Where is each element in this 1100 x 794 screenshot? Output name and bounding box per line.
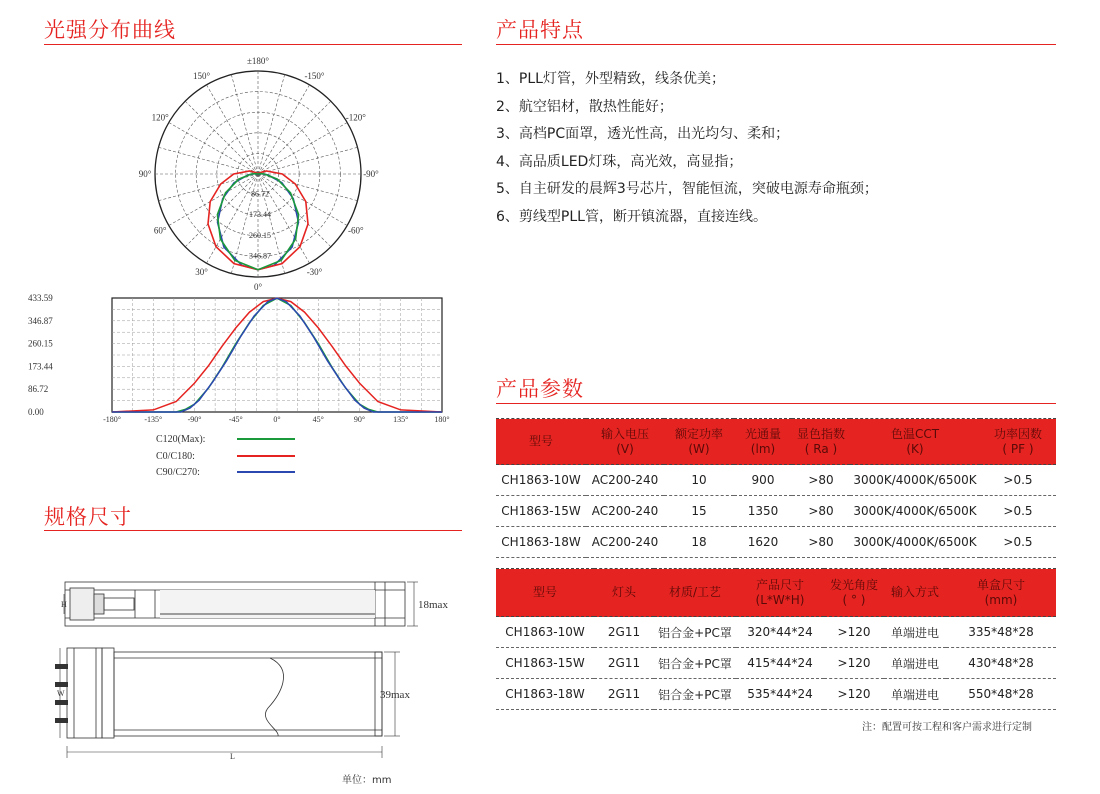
legend-label-c0: C0/C180: xyxy=(156,451,195,462)
params-table-physical xyxy=(496,568,1056,710)
polar-angle-label: ±180° xyxy=(246,56,270,66)
x-tick-label: -90° xyxy=(187,415,202,424)
params-table-electrical xyxy=(496,418,1056,558)
header-cell: 输入方式 xyxy=(884,569,946,617)
dimension-drawing xyxy=(40,560,448,765)
legend-swatch-c120 xyxy=(237,438,295,440)
polar-angle-label: 120° xyxy=(151,112,169,123)
polar-angle-label: -60° xyxy=(348,225,364,236)
linear-light-distribution-chart xyxy=(20,290,460,430)
section-divider xyxy=(496,44,1056,45)
polar-angle-label: -120° xyxy=(345,112,366,123)
header-cell: 功率因数 ( PF ) xyxy=(980,419,1056,465)
l-dimension-label: L xyxy=(230,752,235,761)
feature-item: 4、高品质LED灯珠，高光效，高显指； xyxy=(496,153,743,170)
table-row: CH1863-18W AC200-240 18 1620 >80 3000K/4000K/6500K >0.5 xyxy=(496,527,1056,558)
y-tick-label: 86.72 xyxy=(28,384,49,395)
header-cell: 型号 xyxy=(496,569,594,617)
feature-item: 2、航空铝材，散热性能好； xyxy=(496,98,673,115)
base-outline xyxy=(67,648,102,738)
bottom-dimension-label: 39max xyxy=(380,689,410,701)
header-cell: 光通量 (lm) xyxy=(734,419,792,465)
header-cell: 显色指数 ( Ra ) xyxy=(792,419,850,465)
dimensions-title: 规格尺寸 xyxy=(44,505,132,529)
x-tick-label: 45° xyxy=(312,415,324,424)
light-curve-title: 光强分布曲线 xyxy=(44,18,176,42)
polar-radial-label: 260.15 xyxy=(249,230,271,240)
legend-swatch-c0 xyxy=(237,455,295,457)
polar-angle-label: 30° xyxy=(195,266,208,277)
feature-item: 1、PLL灯管，外型精致，线条优美； xyxy=(496,71,725,87)
header-cell: 额定功率 (W) xyxy=(664,419,734,465)
header-cell: 灯头 xyxy=(594,569,654,617)
polar-angle-label: 60° xyxy=(153,225,167,236)
polar-angle-label: 150° xyxy=(192,71,211,82)
w-dimension-label: W xyxy=(57,689,65,698)
table-row: CH1863-15W AC200-240 15 1350 >80 3000K/4000K/6500K >0.5 xyxy=(496,496,1056,527)
x-tick-label: -135° xyxy=(144,415,163,424)
feature-item: 3、高档PC面罩，透光性高，出光均匀、柔和； xyxy=(496,126,790,142)
polar-spoke xyxy=(258,75,285,174)
polar-spoke xyxy=(258,174,347,226)
feature-item: 6、剪线型PLL管，断开镇流器，直接连线。 xyxy=(496,208,767,225)
polar-radial-label: 173.44 xyxy=(249,210,271,220)
feature-item: 5、自主研发的晨辉3号芯片，智能恒流，突破电源寿命瓶颈； xyxy=(496,181,878,197)
header-cell: 色温CCT (K) xyxy=(850,419,980,465)
top-dimension-label: 18max xyxy=(418,599,448,611)
unit-label: 单位：mm xyxy=(342,775,392,786)
y-tick-label: 260.15 xyxy=(28,338,53,349)
legend-label-c90: C90/C270: xyxy=(156,467,200,478)
polar-angle-label: -150° xyxy=(304,71,325,82)
params-title: 产品参数 xyxy=(496,377,584,401)
h-dimension-label: H xyxy=(61,600,67,609)
table-row: CH1863-18W 2G11 铝合金+PC罩 535*44*24 >120 单端进电 550*48*28 xyxy=(496,679,1056,710)
table-row: CH1863-15W 2G11 铝合金+PC罩 415*44*24 >120 单端进电 430*48*28 xyxy=(496,648,1056,679)
x-tick-label: 135° xyxy=(393,415,409,424)
section-divider xyxy=(44,530,462,531)
polar-spoke xyxy=(258,85,310,174)
legend-label-c120: C120(Max): xyxy=(156,434,206,445)
header-cell: 输入电压 (V) xyxy=(586,419,664,465)
polar-spoke xyxy=(159,147,258,174)
polar-spoke xyxy=(258,147,357,174)
x-tick-label: -180° xyxy=(103,415,121,424)
section-divider xyxy=(496,403,1056,404)
header-cell: 材质/工艺 xyxy=(654,569,736,617)
header-cell: 型号 xyxy=(496,419,586,465)
section-divider xyxy=(44,44,462,45)
header-cell: 发光角度 ( ° ) xyxy=(824,569,884,617)
polar-angle-label: -90° xyxy=(363,169,379,179)
polar-spoke xyxy=(185,101,258,174)
polar-spoke xyxy=(169,123,258,175)
polar-spoke xyxy=(169,174,258,226)
x-tick-label: 90° xyxy=(353,415,366,424)
header-cell: 单盒尺寸 (mm) xyxy=(946,569,1056,617)
polar-spoke xyxy=(258,101,331,174)
x-tick-label: 180° xyxy=(434,415,450,424)
polar-spoke xyxy=(207,85,259,174)
polar-radial-label: 86.72 xyxy=(251,189,269,199)
customization-note: 注：配置可按工程和客户需求进行定制 xyxy=(862,722,1032,733)
table-header-row xyxy=(496,419,1056,465)
polar-angle-label: 0° xyxy=(253,282,263,292)
table-row: CH1863-10W 2G11 铝合金+PC罩 320*44*24 >120 单端进电 335*48*28 xyxy=(496,617,1056,648)
y-tick-label: 433.59 xyxy=(28,293,53,303)
legend-swatch-c90 xyxy=(237,471,295,473)
polar-angle-label: 90° xyxy=(138,169,152,179)
feature-list xyxy=(496,66,878,231)
x-tick-label: 0° xyxy=(273,415,281,424)
polar-light-distribution xyxy=(138,56,380,292)
polar-angle-label: -30° xyxy=(306,266,323,277)
features-title: 产品特点 xyxy=(496,18,584,42)
polar-radial-label: 346.87 xyxy=(249,251,271,261)
table-row: CH1863-10W AC200-240 10 900 >80 3000K/4000K/6500K >0.5 xyxy=(496,465,1056,496)
y-tick-label: 0.00 xyxy=(28,407,44,417)
table-header-row xyxy=(496,569,1056,617)
x-tick-label: -45° xyxy=(228,415,243,424)
y-tick-label: 346.87 xyxy=(28,315,53,326)
polar-spoke xyxy=(258,123,347,175)
y-tick-label: 173.44 xyxy=(28,361,53,372)
polar-spoke xyxy=(231,75,258,174)
header-cell: 产品尺寸 (L*W*H) xyxy=(736,569,824,617)
